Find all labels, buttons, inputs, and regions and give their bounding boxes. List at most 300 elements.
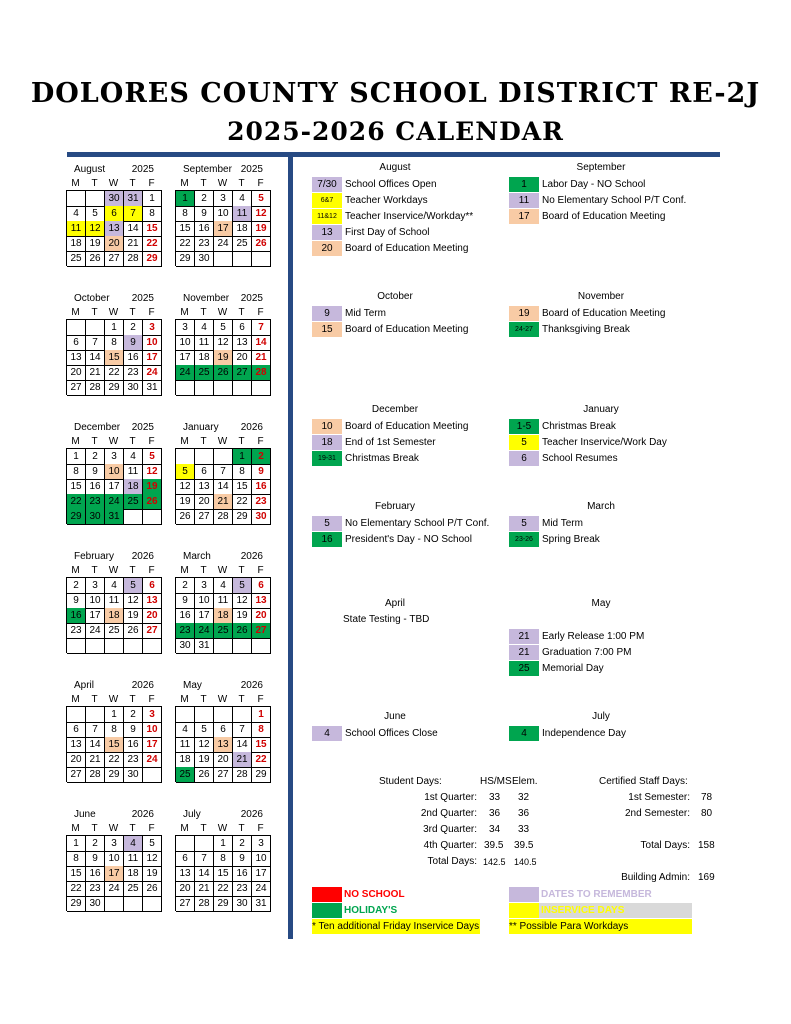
day-cell: 1 [67,836,86,852]
event-description: Teacher Workdays [345,195,428,206]
weekday-header [175,822,271,835]
day-cell [195,836,214,852]
week-row [176,335,271,350]
day-cell: 5 [195,722,214,738]
day-cell: 4 [67,206,86,222]
day-cell [195,707,214,723]
day-cell: 13 [233,335,252,351]
week-row [176,593,271,608]
district-title: DOLORES COUNTY SCHOOL DISTRICT RE-2J [30,78,761,109]
day-cell: 13 [105,221,124,237]
day-grid [66,319,162,395]
event-date-key: 5 [509,516,539,531]
day-cell: 16 [233,866,252,882]
day-cell: 28 [195,896,214,912]
day-cell: 12 [214,335,233,351]
day-cell [67,191,86,207]
day-cell: 9 [86,464,105,480]
day-cell: 23 [124,365,143,381]
weekday-label: F [257,694,264,705]
day-cell: 1 [105,320,124,336]
elem-header: Elem. [512,776,538,787]
week-row [176,350,271,365]
week-row [176,479,271,494]
weekday-label: F [148,823,155,834]
week-row [67,836,162,851]
day-cell: 9 [124,335,143,351]
day-cell: 21 [214,494,233,510]
event-date-key: 19-31 [312,451,342,466]
day-cell: 14 [214,479,233,495]
dates-swatch [509,887,539,902]
day-cell: 16 [86,479,105,495]
november-events-header: November [577,291,625,302]
q4-label: 4th Quarter: [423,840,477,851]
day-cell: 6 [67,335,86,351]
week-row [176,851,271,866]
month-header [66,807,162,822]
day-cell: 11 [67,221,86,237]
day-grid [175,190,271,266]
column-divider [288,152,293,939]
day-cell: 26 [124,623,143,639]
day-cell: 31 [252,896,271,912]
month-header [175,678,271,693]
day-cell: 4 [214,578,233,594]
weekday-label: T [91,307,98,318]
weekday-label: W [108,823,119,834]
calendar-october [66,291,162,395]
day-cell: 3 [252,836,271,852]
day-cell: 20 [67,365,86,381]
weekday-label: F [257,823,264,834]
day-cell: 30 [105,191,124,207]
day-cell: 17 [176,350,195,366]
weekday-header [175,693,271,706]
day-cell: 5 [86,206,105,222]
weekday-label: T [238,178,245,189]
day-cell: 10 [86,593,105,609]
q1-hsms: 33 [489,792,501,803]
day-cell: 19 [233,608,252,624]
calendar-march [175,549,271,653]
weekday-label: W [108,565,119,576]
day-cell: 23 [176,623,195,639]
day-cell: 20 [195,494,214,510]
day-cell: 19 [86,236,105,252]
day-cell: 29 [105,380,124,396]
day-cell: 13 [176,866,195,882]
day-cell: 15 [233,479,252,495]
day-cell: 14 [252,335,271,351]
day-cell [67,320,86,336]
day-cell [195,380,214,396]
day-cell: 10 [252,851,271,867]
event-date-key: 6 [509,451,539,466]
day-cell: 20 [143,608,162,624]
week-row [176,464,271,479]
total-days-value: 158 [698,840,715,851]
day-cell: 12 [143,464,162,480]
day-cell: 29 [143,251,162,267]
day-cell: 27 [233,365,252,381]
calendar-may [175,678,271,782]
day-cell [176,707,195,723]
month-header [175,291,271,306]
calendar-august [66,162,162,266]
calendar-february [66,549,162,653]
day-cell: 11 [195,335,214,351]
day-cell: 7 [124,206,143,222]
q3-elem: 33 [518,824,530,835]
day-cell: 28 [124,251,143,267]
day-cell: 27 [214,767,233,783]
day-cell: 26 [195,767,214,783]
q2-hsms: 36 [489,808,501,819]
q2-label: 2nd Quarter: [420,808,477,819]
day-cell: 1 [214,836,233,852]
weekday-label: M [71,823,80,834]
day-cell: 7 [86,335,105,351]
week-row [67,221,162,236]
weekday-label: F [148,694,155,705]
day-cell: 12 [124,593,143,609]
october-events-header: October [377,291,413,302]
day-cell: 26 [143,494,162,510]
january-event [509,419,616,434]
day-cell: 3 [105,449,124,465]
august-events-header: August [379,162,411,173]
day-cell: 13 [67,737,86,753]
event-description: No Elementary School P/T Conf. [542,195,687,206]
weekday-label: F [257,178,264,189]
week-row [67,206,162,221]
day-cell: 14 [195,866,214,882]
day-cell: 22 [252,752,271,768]
event-description: Teacher Inservice/Workday** [345,211,474,222]
day-cell [67,638,86,654]
week-row [176,881,271,896]
weekday-header [66,435,162,448]
day-cell: 16 [86,866,105,882]
day-cell: 4 [195,320,214,336]
day-cell: 17 [86,608,105,624]
day-cell: 11 [105,593,124,609]
day-cell: 27 [105,251,124,267]
week-row [67,896,162,911]
day-cell: 11 [176,737,195,753]
day-cell: 31 [195,638,214,654]
day-cell: 10 [214,206,233,222]
month-header [175,807,271,822]
para-note: ** Possible Para Workdays [509,919,692,934]
day-cell [233,380,252,396]
day-cell: 16 [67,608,86,624]
day-grid [66,190,162,266]
day-cell: 24 [143,365,162,381]
month-year: 2025 [131,422,154,433]
day-cell [143,896,162,912]
weekday-label: F [257,307,264,318]
day-cell: 23 [86,881,105,897]
month-name: November [183,293,230,304]
week-row [67,494,162,509]
day-cell: 13 [67,350,86,366]
month-header [175,549,271,564]
weekday-header [175,306,271,319]
day-cell: 18 [233,221,252,237]
day-cell: 19 [143,479,162,495]
event-date-key: 18 [312,435,342,450]
dates-label: DATES TO REMEMBER [541,889,652,900]
total-elem: 140.5 [514,857,537,867]
day-cell: 2 [86,449,105,465]
day-cell: 27 [195,509,214,525]
day-cell: 30 [176,638,195,654]
weekday-label: F [148,307,155,318]
day-cell: 10 [143,335,162,351]
sem2-value: 80 [701,808,713,819]
day-cell: 13 [143,593,162,609]
day-cell [143,509,162,525]
weekday-label: W [108,178,119,189]
day-cell: 23 [124,752,143,768]
certified-label: Certified Staff Days: [599,776,688,787]
day-cell: 9 [195,206,214,222]
event-date-key: 6&7 [312,193,342,208]
week-row [67,638,162,653]
day-cell: 27 [67,380,86,396]
day-cell: 10 [195,593,214,609]
day-cell: 19 [143,866,162,882]
day-cell: 3 [195,578,214,594]
day-cell: 15 [252,737,271,753]
day-cell: 18 [195,350,214,366]
week-row [176,737,271,752]
day-cell: 2 [124,707,143,723]
day-cell: 15 [67,866,86,882]
october-event [312,322,468,337]
event-description: Memorial Day [542,663,604,674]
weekday-label: W [108,436,119,447]
september-event [509,209,665,224]
day-cell: 18 [176,752,195,768]
weekday-label: W [108,694,119,705]
day-cell [214,251,233,267]
weekday-label: T [238,694,245,705]
day-cell: 15 [67,479,86,495]
day-cell: 4 [124,836,143,852]
day-cell: 22 [176,236,195,252]
day-cell: 5 [214,320,233,336]
day-cell: 5 [233,578,252,594]
holiday-swatch [312,903,342,918]
day-cell [67,707,86,723]
event-description: School Offices Open [345,179,437,190]
calendar-april [66,678,162,782]
day-cell: 17 [143,350,162,366]
weekday-label: M [71,436,80,447]
day-cell: 17 [105,866,124,882]
week-row [176,707,271,722]
weekday-label: M [180,565,189,576]
weekday-label: T [200,823,207,834]
day-cell: 14 [86,350,105,366]
week-row [176,896,271,911]
month-header [66,291,162,306]
weekday-label: T [238,307,245,318]
building-admin-label: Building Admin: [621,872,690,883]
july-events-header: July [592,711,610,722]
month-year: 2025 [131,164,154,175]
week-row [67,509,162,524]
day-cell: 30 [233,896,252,912]
calendar-june [66,807,162,911]
weekday-label: T [129,307,136,318]
day-cell: 1 [176,191,195,207]
week-row [67,380,162,395]
event-date-key: 4 [312,726,342,741]
weekday-label: W [217,307,228,318]
weekday-label: M [180,436,189,447]
total-student-label: Total Days: [427,856,477,867]
month-year: 2025 [240,164,263,175]
day-cell: 22 [214,881,233,897]
day-cell: 31 [105,509,124,525]
q1-label: 1st Quarter: [424,792,477,803]
september-event [509,193,686,208]
day-cell [214,380,233,396]
day-cell: 28 [214,509,233,525]
day-cell: 25 [67,251,86,267]
week-row [67,449,162,464]
day-cell: 22 [67,494,86,510]
day-cell: 10 [176,335,195,351]
week-row [67,737,162,752]
week-row [67,350,162,365]
week-row [67,722,162,737]
day-cell: 8 [214,851,233,867]
month-year: 2025 [240,293,263,304]
week-row [176,251,271,266]
day-cell: 20 [176,881,195,897]
month-year: 2026 [131,809,154,820]
day-cell [252,638,271,654]
weekday-label: W [217,178,228,189]
november-event [509,322,630,337]
day-cell [233,638,252,654]
day-cell [105,638,124,654]
event-date-key: 17 [509,209,539,224]
day-cell: 8 [176,206,195,222]
no-school-swatch [312,887,342,902]
event-description: School Offices Close [345,728,438,739]
month-name: October [74,293,110,304]
january-event [509,435,667,450]
day-cell: 8 [67,464,86,480]
day-cell: 1 [67,449,86,465]
day-cell: 21 [124,236,143,252]
day-cell: 8 [67,851,86,867]
calendar-november [175,291,271,395]
week-row [67,881,162,896]
day-cell: 19 [214,350,233,366]
month-year: 2026 [240,680,263,691]
day-cell [252,251,271,267]
weekday-label: M [180,178,189,189]
week-row [67,365,162,380]
day-cell: 8 [105,335,124,351]
day-cell: 3 [105,836,124,852]
weekday-label: T [91,436,98,447]
day-cell: 4 [124,449,143,465]
week-row [176,191,271,206]
november-event [509,306,665,321]
week-row [176,380,271,395]
day-cell: 30 [86,896,105,912]
event-date-key: 1-5 [509,419,539,434]
month-name: March [183,551,211,562]
day-cell: 24 [214,236,233,252]
day-cell: 25 [124,881,143,897]
day-cell: 5 [176,464,195,480]
august-event [312,209,473,224]
day-cell: 30 [86,509,105,525]
event-date-key: 19 [509,306,539,321]
day-cell: 16 [252,479,271,495]
day-cell [86,638,105,654]
day-cell: 18 [67,236,86,252]
day-cell: 18 [105,608,124,624]
day-cell: 8 [105,722,124,738]
day-cell: 7 [233,722,252,738]
day-cell: 3 [214,191,233,207]
month-year: 2026 [131,680,154,691]
inservice-note: * Ten additional Friday Inservice Days [312,921,480,932]
day-cell: 5 [143,449,162,465]
header-divider [67,152,720,157]
day-cell: 2 [67,578,86,594]
day-cell: 15 [176,221,195,237]
january-event [509,451,618,466]
day-grid [175,577,271,653]
sem1-label: 1st Semester: [628,792,690,803]
calendar-december [66,420,162,524]
day-cell [233,707,252,723]
june-event [312,726,438,741]
august-event [312,241,468,256]
q4-elem: 39.5 [514,840,534,851]
december-events-header: December [371,404,419,415]
december-event [312,419,468,434]
day-cell: 26 [176,509,195,525]
day-cell: 15 [105,737,124,753]
day-cell: 10 [143,722,162,738]
month-name: June [74,809,96,820]
event-date-key: 11 [509,193,539,208]
day-cell: 9 [176,593,195,609]
day-cell: 26 [143,881,162,897]
event-description: Spring Break [542,534,600,545]
weekday-label: T [200,436,207,447]
day-cell: 22 [233,494,252,510]
month-name: May [183,680,202,691]
day-cell: 20 [105,236,124,252]
weekday-label: F [257,436,264,447]
day-cell: 26 [214,365,233,381]
week-row [67,707,162,722]
day-cell: 26 [233,623,252,639]
